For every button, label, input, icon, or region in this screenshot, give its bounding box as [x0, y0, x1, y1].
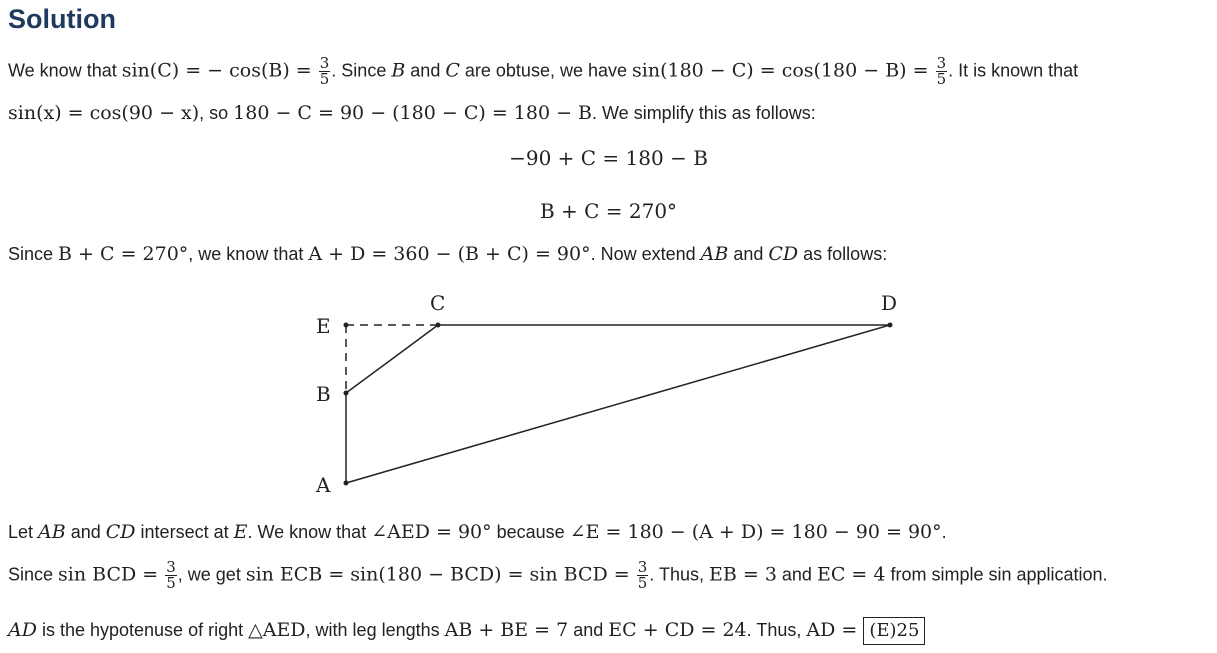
text: intersect at: [135, 522, 234, 542]
paragraph-2: [8, 102, 816, 124]
text: . We know that: [247, 522, 372, 542]
math: EC = 4: [816, 563, 886, 586]
text: and: [776, 564, 817, 585]
text: Let: [8, 522, 39, 542]
text: are obtuse, we have: [459, 60, 632, 81]
text: . Thus,: [746, 620, 807, 640]
fraction: [165, 560, 177, 591]
text: . Since: [331, 60, 392, 81]
math: ∠E = 180 − (A + D) = 180 − 90 = 90°: [569, 521, 942, 543]
text: , so: [199, 103, 234, 123]
fraction-denominator: 5: [319, 70, 330, 88]
paragraph-4: [8, 521, 947, 543]
text: Since: [8, 244, 59, 264]
segment-bc: [346, 325, 438, 393]
text: . Thus,: [649, 564, 709, 585]
text: as follows:: [798, 244, 888, 264]
text: . It is known that: [948, 60, 1079, 81]
text: is the hypotenuse of right: [36, 620, 249, 640]
math: CD: [768, 243, 799, 265]
fraction-denominator: 5: [166, 574, 176, 592]
math: B: [391, 59, 406, 82]
math: B + C = 270°: [58, 243, 189, 265]
fraction-numerator: 3: [637, 558, 648, 576]
geometry-diagram: [0, 285, 1217, 500]
equation-1: −90 + C = 180 − B: [509, 146, 708, 170]
point-e: [344, 323, 349, 328]
paragraph-6: [8, 617, 925, 645]
fraction: [637, 560, 649, 591]
math: AB: [700, 243, 729, 265]
point-b: [344, 391, 349, 396]
segment-ad: [346, 325, 890, 483]
math: EC + CD = 24: [608, 619, 747, 641]
fraction-numerator: 3: [319, 54, 330, 72]
math: 180 − C = 90 − (180 − C) = 180 − B: [233, 102, 593, 124]
paragraph-3: [8, 243, 887, 265]
fraction: [936, 56, 948, 87]
solution-heading: Solution: [8, 4, 116, 34]
math: sin(C) = − cos(B) =: [121, 59, 318, 82]
text: from simple sin application.: [885, 564, 1108, 585]
math: sin BCD =: [58, 563, 165, 586]
text: , with leg lengths: [305, 620, 445, 640]
text: . We simplify this as follows:: [592, 103, 816, 123]
fraction: [319, 56, 331, 87]
math: AD: [8, 619, 37, 641]
math: A + D = 360 − (B + C) = 90°: [308, 243, 591, 265]
answer-box: (E)25: [863, 617, 925, 645]
point-c: [436, 323, 441, 328]
text: and: [65, 522, 106, 542]
fraction-numerator: 3: [936, 54, 947, 72]
math: E: [233, 521, 248, 543]
equation-2: B + C = 270°: [539, 199, 678, 223]
math: AD =: [806, 619, 864, 641]
math: EB = 3: [708, 563, 777, 586]
fraction-numerator: 3: [166, 558, 176, 576]
text: We know that: [8, 60, 122, 81]
text: .: [941, 522, 947, 542]
fraction-denominator: 5: [637, 574, 648, 592]
text: and: [728, 244, 769, 264]
point-a: [344, 481, 349, 486]
math: sin(x) = cos(90 − x): [8, 102, 200, 124]
point-d: [888, 323, 893, 328]
math: CD: [105, 521, 136, 543]
label-a: A: [316, 473, 331, 497]
label-c: C: [430, 291, 446, 315]
text: . Now extend: [590, 244, 701, 264]
paragraph-1: [8, 56, 1078, 87]
math: AB + BE = 7: [444, 619, 569, 641]
math: AB: [38, 521, 66, 543]
math: △AED: [248, 619, 306, 641]
math: sin(180 − C) = cos(180 − B) =: [632, 59, 935, 82]
fraction-denominator: 5: [936, 70, 947, 88]
label-b: B: [316, 382, 331, 406]
text: and: [568, 620, 609, 640]
text: Since: [8, 564, 59, 585]
text: and: [405, 60, 446, 81]
text: because: [491, 522, 570, 542]
math: sin ECB = sin(180 − BCD) = sin BCD =: [245, 563, 636, 586]
paragraph-5: [8, 560, 1108, 591]
label-e: E: [316, 314, 331, 338]
text: , we know that: [188, 244, 309, 264]
text: , we get: [177, 564, 246, 585]
math: ∠AED = 90°: [371, 521, 492, 543]
label-d: D: [881, 291, 898, 315]
math: C: [445, 59, 460, 82]
